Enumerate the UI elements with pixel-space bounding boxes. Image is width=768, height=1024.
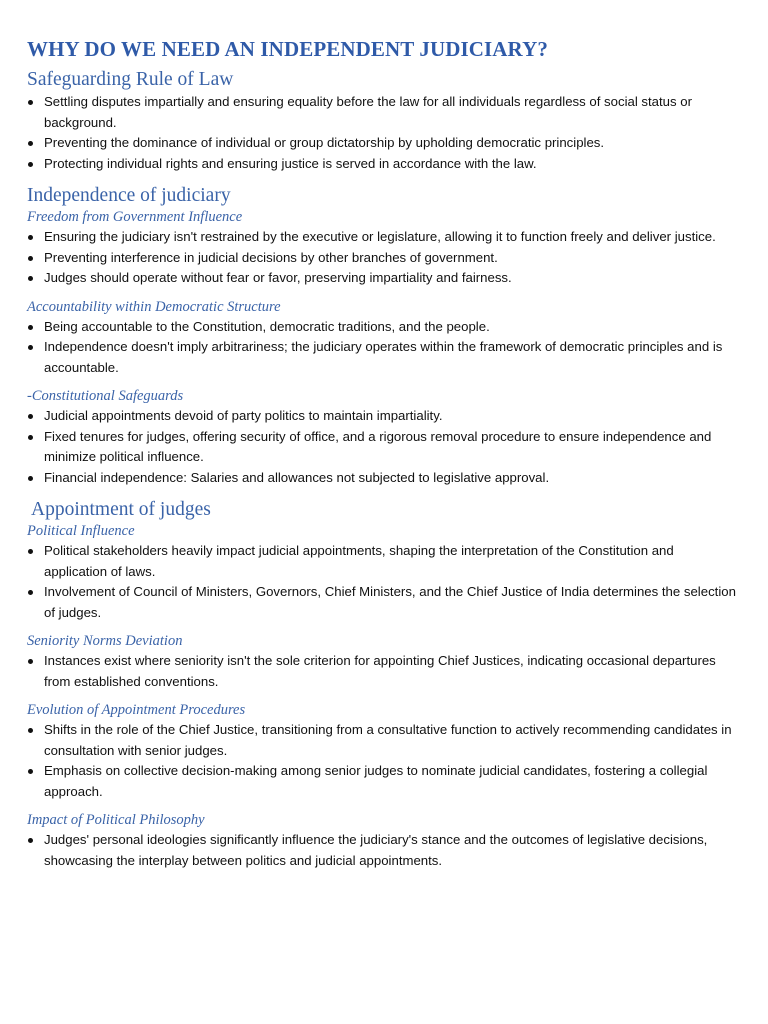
bullet-item bbox=[27, 651, 738, 692]
bullet-item bbox=[27, 248, 738, 269]
subsection-heading: Freedom from Government Influence bbox=[27, 209, 243, 225]
document-content bbox=[27, 68, 738, 871]
bullet-list bbox=[27, 406, 738, 488]
bullet-item bbox=[27, 337, 738, 378]
bullet-item bbox=[27, 830, 738, 871]
bullet-item bbox=[27, 582, 738, 623]
bullet-dot-icon bbox=[28, 728, 33, 733]
bullet-dot-icon bbox=[28, 838, 33, 843]
bullet-dot-icon bbox=[28, 435, 33, 440]
bullet-list bbox=[27, 92, 738, 174]
bullet-item bbox=[27, 317, 738, 338]
bullet-text: Involvement of Council of Ministers, Governors, Chief Ministers, and the Chief Justice of India determines the selection of judges. bbox=[44, 584, 736, 620]
bullet-dot-icon bbox=[28, 549, 33, 554]
bullet-dot-icon bbox=[28, 769, 33, 774]
subsection-heading: Accountability within Democratic Structure bbox=[27, 298, 281, 315]
bullet-dot-icon bbox=[28, 414, 33, 419]
bullet-item bbox=[27, 541, 738, 582]
bullet-dot-icon bbox=[28, 345, 33, 350]
section-heading: Safeguarding Rule of Law bbox=[27, 69, 234, 90]
bullet-text: Shifts in the role of the Chief Justice, transitioning from a consultative function to actively recommending candidates in consultation with senior judges. bbox=[44, 722, 732, 758]
bullet-dot-icon bbox=[28, 256, 33, 261]
section-heading: Independence of judiciary bbox=[27, 185, 231, 206]
bullet-text: Independence doesn't imply arbitrariness; the judiciary operates within the framework of democratic principles and is accountable. bbox=[44, 339, 723, 375]
section bbox=[27, 488, 738, 871]
bullet-text: Being accountable to the Constitution, democratic traditions, and the people. bbox=[44, 318, 490, 334]
bullet-text: Ensuring the judiciary isn't restrained by the executive or legislature, allowing it to function freely and deliver justice. bbox=[44, 229, 716, 244]
bullet-list bbox=[27, 227, 738, 289]
bullet-dot-icon bbox=[28, 590, 33, 595]
bullet-item bbox=[27, 268, 738, 289]
bullet-item bbox=[27, 133, 738, 154]
bullet-text: Instances exist where seniority isn't the sole criterion for appointing Chief Justices, indicating occasional departures from established conventions. bbox=[44, 653, 716, 689]
bullet-text: Preventing interference in judicial decisions by other branches of government. bbox=[44, 249, 498, 265]
bullet-list bbox=[27, 317, 738, 379]
bullet-dot-icon bbox=[28, 235, 33, 240]
bullet-text: Financial independence: Salaries and allowances not subjected to legislative approval. bbox=[44, 469, 550, 485]
bullet-list bbox=[27, 651, 738, 692]
bullet-dot-icon bbox=[28, 141, 33, 146]
section bbox=[27, 174, 738, 488]
bullet-dot-icon bbox=[28, 659, 33, 664]
document-title: WHY DO WE NEED AN INDEPENDENT JUDICIARY? bbox=[27, 37, 548, 61]
bullet-item bbox=[27, 720, 738, 761]
bullet-item bbox=[27, 406, 738, 427]
bullet-item bbox=[27, 468, 738, 489]
bullet-dot-icon bbox=[28, 276, 33, 281]
subsection-heading: Evolution of Appointment Procedures bbox=[27, 702, 246, 718]
bullet-item bbox=[27, 92, 738, 133]
bullet-list bbox=[27, 720, 738, 802]
bullet-text: Protecting individual rights and ensuring justice is served in accordance with the law. bbox=[44, 155, 537, 171]
bullet-text: Political stakeholders heavily impact judicial appointments, shaping the interpretation of the Constitution and application of laws. bbox=[44, 543, 674, 579]
bullet-dot-icon bbox=[28, 162, 33, 167]
bullet-text: Settling disputes impartially and ensuring equality before the law for all individuals regardless of social status or background. bbox=[44, 94, 692, 130]
bullet-dot-icon bbox=[28, 476, 33, 481]
subsection-heading: Seniority Norms Deviation bbox=[27, 633, 183, 649]
subsection-heading: Political Influence bbox=[27, 523, 135, 539]
bullet-item bbox=[27, 761, 738, 802]
bullet-dot-icon bbox=[28, 100, 33, 105]
section bbox=[27, 68, 738, 174]
bullet-item bbox=[27, 227, 738, 248]
bullet-list bbox=[27, 830, 738, 871]
bullet-dot-icon bbox=[28, 325, 33, 330]
bullet-text: Judicial appointments devoid of party politics to maintain impartiality. bbox=[44, 408, 443, 423]
bullet-text: Judges' personal ideologies significantly influence the judiciary's stance and the outcomes of legislative decisions, showcasing the interplay between politics and judicial appointments. bbox=[44, 832, 708, 868]
section-heading: Appointment of judges bbox=[31, 499, 211, 520]
subsection-heading: Impact of Political Philosophy bbox=[27, 812, 205, 828]
bullet-text: Emphasis on collective decision-making among senior judges to nominate judicial candidates, fostering a collegial approach. bbox=[44, 763, 708, 799]
bullet-text: Judges should operate without fear or favor, preserving impartiality and fairness. bbox=[44, 270, 512, 285]
bullet-item bbox=[27, 427, 738, 468]
bullet-item bbox=[27, 154, 738, 175]
subsection-heading: -Constitutional Safeguards bbox=[27, 388, 184, 404]
bullet-text: Fixed tenures for judges, offering security of office, and a rigorous removal procedure to ensure independence and minimize political influence. bbox=[44, 428, 712, 464]
bullet-list bbox=[27, 541, 738, 623]
bullet-text: Preventing the dominance of individual or group dictatorship by upholding democratic principles. bbox=[44, 135, 605, 150]
